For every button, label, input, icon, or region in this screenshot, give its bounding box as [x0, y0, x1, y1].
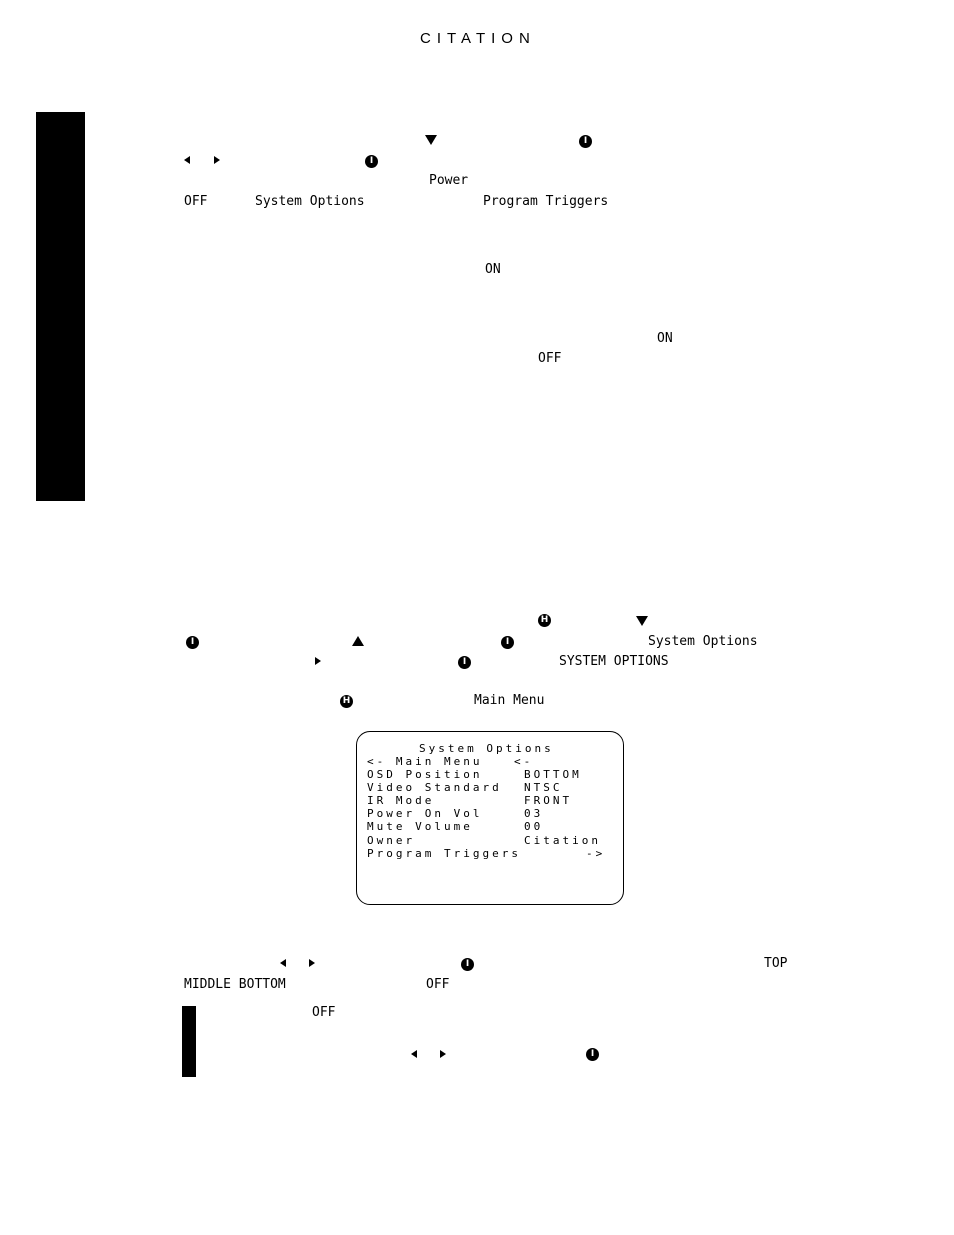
top-term: TOP	[764, 956, 788, 971]
set-button-icon: I	[586, 1048, 599, 1061]
osd-row-value: BOTTOM	[524, 768, 582, 781]
main-menu-term: Main Menu	[474, 693, 545, 708]
off-term: OFF	[312, 1005, 336, 1020]
osd-row-value: FRONT	[524, 794, 573, 807]
power-term: Power	[429, 173, 469, 188]
set-button-icon: I	[458, 656, 471, 669]
on-term: ON	[657, 331, 673, 346]
left-arrow-icon	[280, 959, 286, 967]
off-term: OFF	[538, 351, 562, 366]
osd-row-value: Citation	[524, 834, 601, 847]
on-term: ON	[485, 262, 501, 277]
right-arrow-icon	[440, 1050, 446, 1058]
set-button-icon: I	[579, 135, 592, 148]
set-button-icon: I	[365, 155, 378, 168]
up-arrow-icon	[352, 636, 364, 646]
menu-button-icon: H	[340, 695, 353, 708]
right-arrow-icon	[309, 959, 315, 967]
set-button-icon: I	[461, 958, 474, 971]
set-button-icon: I	[186, 636, 199, 649]
osd-title: System Options	[419, 742, 554, 755]
down-arrow-icon	[636, 616, 648, 626]
down-arrow-icon	[425, 135, 437, 145]
system-options-caps-term: SYSTEM OPTIONS	[559, 654, 669, 669]
set-button-icon: I	[501, 636, 514, 649]
osd-row-value: 00	[524, 820, 544, 833]
osd-row-label: Power On Vol	[367, 807, 483, 820]
osd-row-value: ->	[586, 847, 606, 860]
off-term: OFF	[426, 977, 450, 992]
osd-screen	[356, 731, 624, 905]
osd-row-label: Program Triggers	[367, 847, 521, 860]
left-arrow-icon	[184, 156, 190, 164]
side-tab-bar	[36, 112, 85, 501]
osd-row-label: Owner	[367, 834, 416, 847]
right-arrow-icon	[214, 156, 220, 164]
osd-row-label: Video Standard	[367, 781, 502, 794]
off-term: OFF	[184, 194, 208, 209]
program-triggers-term: Program Triggers	[483, 194, 609, 209]
osd-row-label: <- Main Menu	[367, 755, 483, 768]
osd-row-label: Mute Volume	[367, 820, 473, 833]
osd-row-label: IR Mode	[367, 794, 435, 807]
osd-row-value: NTSC	[524, 781, 563, 794]
left-arrow-icon	[411, 1050, 417, 1058]
osd-row-label: OSD Position	[367, 768, 483, 781]
osd-row-value: <-	[514, 755, 534, 768]
brand-header: CITATION	[420, 30, 536, 47]
osd-row-value: 03	[524, 807, 544, 820]
system-options-term: System Options	[255, 194, 365, 209]
system-options-term: System Options	[648, 634, 758, 649]
right-arrow-icon	[315, 657, 321, 665]
note-margin-bar	[182, 1006, 196, 1077]
middle-bottom-term: MIDDLE BOTTOM	[184, 977, 286, 992]
menu-button-icon: H	[538, 614, 551, 627]
